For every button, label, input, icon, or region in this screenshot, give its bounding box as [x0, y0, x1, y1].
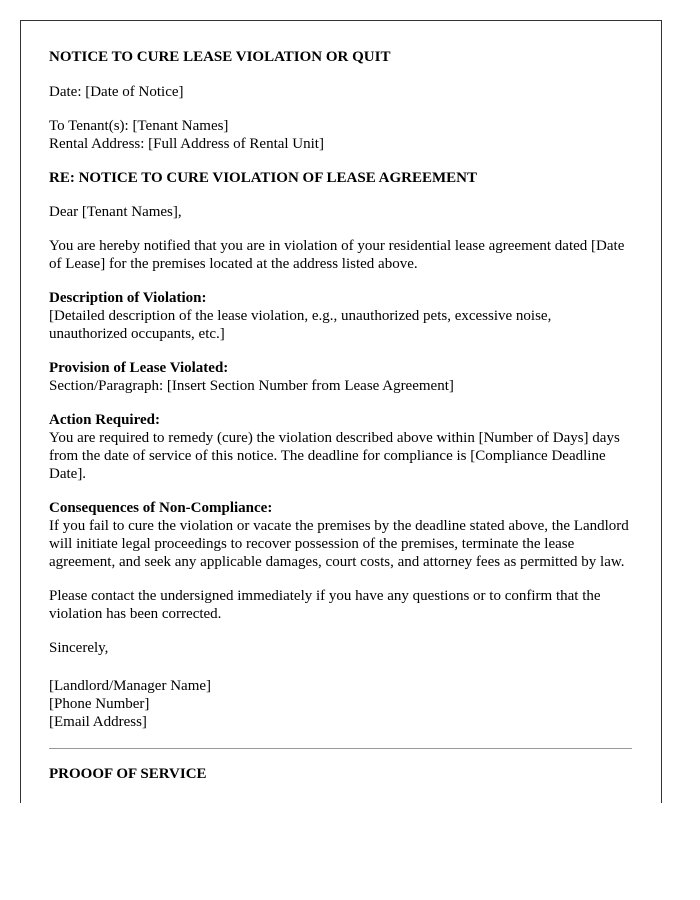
section-body: You are required to remedy (cure) the violation described above within [Number of Days] days from the date of service of this notice. The deadline for compliance is [Compliance Deadline Date].: [49, 430, 620, 482]
section-divider: [49, 748, 632, 749]
signature-email: [Email Address]: [49, 714, 147, 730]
intro-paragraph: You are hereby notified that you are in violation of your residential lease agreement dated [Date of Lease] for the premises located at the address listed above.: [49, 238, 625, 272]
section-heading: Consequences of Non-Compliance:: [49, 500, 273, 516]
tenant-line: To Tenant(s): [Tenant Names]: [49, 118, 229, 134]
signature-block: [49, 677, 632, 731]
salutation: Dear [Tenant Names],: [49, 204, 182, 220]
section-heading: Action Required:: [49, 412, 160, 428]
section-consequences: [49, 499, 632, 571]
signature-name: [Landlord/Manager Name]: [49, 678, 212, 694]
section-body: If you fail to cure the violation or vacate the premises by the deadline stated above, the Landlord will initiate legal proceedings to recover possession of the premises, terminate the lease agreement, and seek any applicable damages, court costs, and attorney fees as permitted by law.: [49, 518, 629, 570]
contact-paragraph: Please contact the undersigned immediately if you have any questions or to confirm that the violation has been corrected.: [49, 588, 601, 622]
signature-phone: [Phone Number]: [49, 696, 150, 712]
section-provision: [49, 359, 632, 395]
section-violation: [49, 289, 632, 343]
date-line: Date: [Date of Notice]: [49, 84, 184, 100]
closing: Sincerely,: [49, 640, 109, 656]
section-heading: Provision of Lease Violated:: [49, 360, 229, 376]
re-line: RE: NOTICE TO CURE VIOLATION OF LEASE AGREEMENT: [49, 170, 478, 186]
recipient-block: [49, 117, 632, 153]
section-body: Section/Paragraph: [Insert Section Number from Lease Agreement]: [49, 378, 454, 394]
document-title: NOTICE TO CURE LEASE VIOLATION OR QUIT: [49, 49, 391, 65]
document-page: [20, 20, 662, 803]
section-body: [Detailed description of the lease violation, e.g., unauthorized pets, excessive noise, unauthorized occupants, etc.]: [49, 308, 552, 342]
section-action: [49, 411, 632, 483]
section-heading: Description of Violation:: [49, 290, 207, 306]
proof-of-service-heading: PROOOF OF SERVICE: [49, 766, 207, 782]
address-line: Rental Address: [Full Address of Rental Unit]: [49, 136, 324, 152]
